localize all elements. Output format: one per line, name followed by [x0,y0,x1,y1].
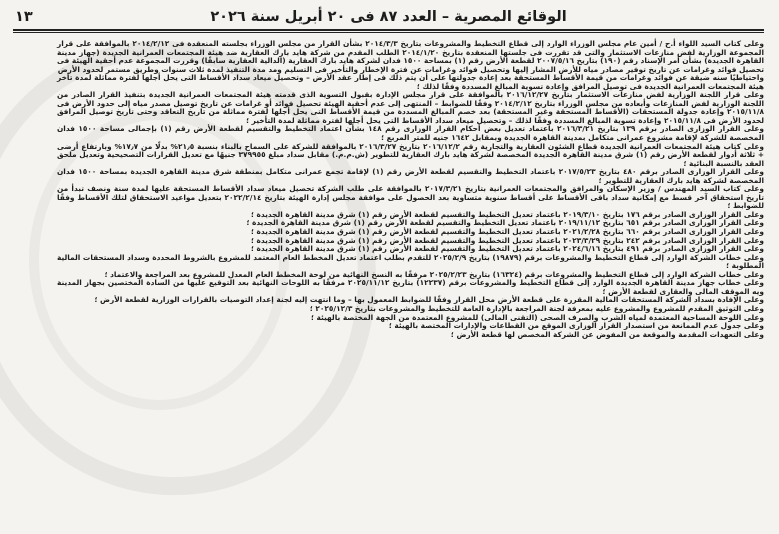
page-header [0,0,779,30]
page-number: ١٣ [16,9,34,25]
paragraph: وعلى القرار الوزارى الصادر برقم ٦٦٠ بتاريخ ٢٠٢١/٢/٢٨ باعتماد تعديل التخطيط والتقسيم لقطعة الأرض رقم (١) شرق مدينة القاهرة الجديدة ؛ [251,227,765,237]
paragraph: واحتياطيًا سنه ضيقة عن فوائد وغرامات من قيمة الأقساط المستحقة بعد إعادة جدولتها على أن يتم ذلك فى إطار عقد الأرض – وتحصيل ميعاد سداد الأقساط التى يحل أجلها لفترة مماثلة لمدة تأخر هيئة المجتمعات العمرانية الجديدة فى توصيل المرافق وإعادة تسوية المبالغ المسددة وفقًا لذلك ؛ [58,73,765,91]
paragraph: وعلى القرار الوزارى الصادر برقم ١٧٦ بتاريخ ٢٠١٩/٣/١٠ باعتماد تعديل التخطيط والتقسيم لقطعة الأرض رقم (١) شرق مدينة القاهرة الجديدة ؛ [251,209,765,219]
paragraph: وعلى اللوحة المساحية المعتمدة لمياه الشرب والصرف الصحى (التقنى المالى) للمشروع المعتمدة من الجهة المختصة بالهيئة ؛ [312,312,765,322]
header-rule-thin [14,32,765,33]
paragraph: وعلى القرار الوزارى الصادر برقم ٤٩١ بتاريخ ٢٠٢٤/٦/١٦ باعتماد تعديل التخطيط والتقسيم لقطعة الأرض رقم (١) شرق مدينة القاهرة الجديدة ؛ [251,244,765,254]
paragraph: وعلى خطاب الشركة الوارد إلى قطاع التخطيط والمشروعات برقم (١٩٨٧٩) بتاريخ ٢٠٢٥/٢/٩ للتقدم بطلب اعتماد تعديل المخطط العام المعتمد للمشروع بالشروط المحددة وسداد المستحقات المالية المطلوبة ؛ [58,252,765,271]
paragraph: وعلى كتاب السيد المهندس / وزير الإسكان والمرافق والمجتمعات العمرانية بتاريخ ٢٠١٧/٣/٢١ بالموافقة على طلب الشركة تحصيل ميعاد سداد الأقساط المستحقة عليها لمدة سنة ونصف تبدأ من تاريخ استحقاق آخر قسط مع إمكانية سداد باقى الأقساط على أقساط سنوية متساوية بعد الحصول على موافقة مجلس إدارة الهيئة بتاريخ ٢٠٢٢/٢/١٤ بتعديل مواعيد الاستحقاق لتلك الأقساط وفقًا للضوابط ؛ [58,184,765,211]
paragraph: وعلى قرار اللجنة الوزارية لفض منازعات الاستثمار بتاريخ ٢٠١٦/١٢/٢٧ بالموافقة على قرار مجلس الإدارة بقبول التسوية الذى قدمته هيئة المجتمعات العمرانية الجديدة بتنفيذ القرار الصادر من اللجنة الوزارية لفض المنازعات وأبعاده من مجلس الوزراء بتاريخ ٢٠١٤/٢/١٢ وفقًا للضوابط – المنتهى إلى عدم أحقية الهيئة تحصيل فوائد أو غرامات عن تاريخ توصيل مصدر مياه إلى حدود الأرض فى ٢٠١٥/١١/٨ وإعادة جدولة المستحقات (الأقساط المستحقة وغير المستحقة) بعد خصم المبالغ المسددة من قيمة الأقساط التى يحل أجلها لفترة مماثلة من تاريخ التعاقد وحتى تاريخ توصيل المرافق لحدود الأرض فى ٢٠١٥/١١/٨ وإعادة تسوية المبالغ المسددة وفقًا لذلك – وتحصيل ميعاد سداد الأقساط التى يحل أجلها لفترة مماثلة لمدة التأخير ؛ [58,90,765,125]
paragraph: وعلى كتاب السيد اللواء أ.ح / أمين عام مجلس الوزراء الوارد إلى قطاع التخطيط والمشروعات بتاريخ ٢٠١٤/٣/٣ بشأن القرار من مجلس الوزراء بجلسته المنعقدة فى ٢٠١٤/٢/١٢ بالموافقة على قرار المجموعة الوزارية لفض منازعات الاستثمار والتى قد تقررت فى جلستها المنعقدة بتاريخ ٢٠١٤/١/٢٠ الطلب المقدم من شركة هايد بارك العقارية ضد هيئة المجتمعات العمرانية الجديدة (جهاز مدينة القاهرة الجديدة) بشأن أمر الإسناد رقم (١٩٠) بتاريخ ٢٠٠٧/٥/١٦ لقطعة الأرض رقم (١) بمساحة ١٥٠٠ فدان لشركة هايد بارك العقارية (الدالية العقارية سابقًا) وقررت المجموعة عدم أحقية الهيئة فى تحصيل فوائد وغرامات عن تاريخ توفير مصادر مياه للأرض المشار إليها وتحصيل فوائد وغرامات عن فترة الإخطار والتأخير فى التسليم ومد مدة التنفيذ لمدة ثلاث سنوات وطريق مستمر لحدود الأرض [58,39,766,74]
paragraph: وعلى القرار الوزارى الصادر برقم ٦٥١ بتاريخ ٢٠١٩/١١/١٢ باعتماد تعديل التخطيط والتقسيم لقطعة الأرض رقم (١) شرق مدينة القاهرة الجديدة ؛ [247,218,765,228]
paragraph: وعلى القرار الوزارى الصادر برقم ٢٤٢ بتاريخ ٢٠٢٣/٣/٢٩ باعتماد تعديل التخطيط والتقسيم لقطعة الأرض رقم (١) شرق مدينة القاهرة الجديدة ؛ [251,235,765,245]
paragraph: وعلى الإفادة بسداد الشركة المستحقات المالية المقررة على قطعة الأرض محل القرار وفقًا للضوابط المعمول بها – وما انتهت إليه لجنة إعداد التوصيات بالقرارات الوزارية لقطعة الأرض ؛ [95,295,765,305]
document-body [58,40,765,435]
paragraph: وعلى القرار الوزارى الصادر برقم ١٣٩ بتاريخ ٢٠١٦/٣/٢١ باعتماد تعديل بعض أحكام القرار الوزارى رقم ١٤٨ بشأن اعتماد التخطيط والتقسيم لقطعة الأرض رقم (١) بإجمالى مساحة ١٥٠٠ فدان المخصصة للشركة لإقامة مشروع عمرانى متكامل بمدينة القاهرة الجديدة وبمقابل ١٦٤٢ جنيه للمتر المربع ؛ [58,124,765,143]
paragraph: وعلى القرار الوزارى الصادر برقم ٤٨٠ بتاريخ ٢٠١٧/٥/٢٣ باعتماد التخطيط والتقسيم لقطعة الأرض رقم (١) لإقامة تجمع عمرانى متكامل بمنطقة شرق مدينة القاهرة الجديدة بمساحة ١٥٠٠ فدان المخصصة لشركة هايد بارك العقارية للتطوير ؛ [58,167,765,185]
header-rule [14,29,765,31]
paragraph: وعلى جدول عدم الممانعة من استصدار القرار الوزارى الموقع من القطاعات والإدارات المختصة بالهيئة ؛ [389,321,765,331]
paragraph: وعلى التعهدات المقدمة والموقعة من المفوض عن الشركة المخصص لها قطعة الأرض ؛ [451,329,765,339]
page-title: الوقائع المصرية – العدد ٨٧ فى ٢٠ أبريل سنة ٢٠٢٦ [211,9,568,25]
paragraph: وعلى كتاب هيئة المجتمعات العمرانية الجديدة قطاع الشئون العقارية والتجارية رقم ٢٠١٦/١٢/٢ بتاريخ ٢٠١٦/٣/٢٧ بالموافقة للشركة على السماح بالبناء بنسبة ٢١٫٥% بدلًا من ١٧٫٧% وبارتفاع أرضى + ثلاثة أدوار لقطعة الأرض رقم (١) شرق مدينة القاهرة الجديدة المخصصة لشركة هايد بارك العقارية للتطوير (ش.م.م.) مقابل سداد مبلغ ٣٧٩٩٥٥ جنيهًا مع تعديل القرارات التصحيحية وتعديل ملحق العقد بالنسبة البنائية ؛ [58,141,766,168]
paragraph: وعلى خطاب الشركة الوارد إلى قطاع التخطيط والمشروعات برقم (١٦٣٢٤) بتاريخ ٢٠٢٥/٢/٢٣ مرفقًا به النسخ النهائية من لوحة المخطط العام المعدل للمشروع بعد المراجعة والاعتماد ؛ [105,269,765,279]
paragraph: وعلى التوثيق المقدم للمشروع والمشروع عليه بمعرفة لجنة المراجعة بالإدارة العامة للتخطيط والمشروعات بتاريخ ٢٠٢٥/١٢/٣ ؛ [310,303,765,313]
paragraph: وعلى خطاب جهاز مدينة القاهرة الجديدة الوارد إلى قطاع التخطيط والمشروعات برقم (١٢٢٣٧) بتاريخ ٢٠٢٥/١١/١٢ مرفقًا به اللوحات النهائية بعد التوقيع عليها من السادة المختصين بجهاز المدينة ويه الموقف المالى والعقارى لقطعة الأرض ؛ [58,278,766,296]
